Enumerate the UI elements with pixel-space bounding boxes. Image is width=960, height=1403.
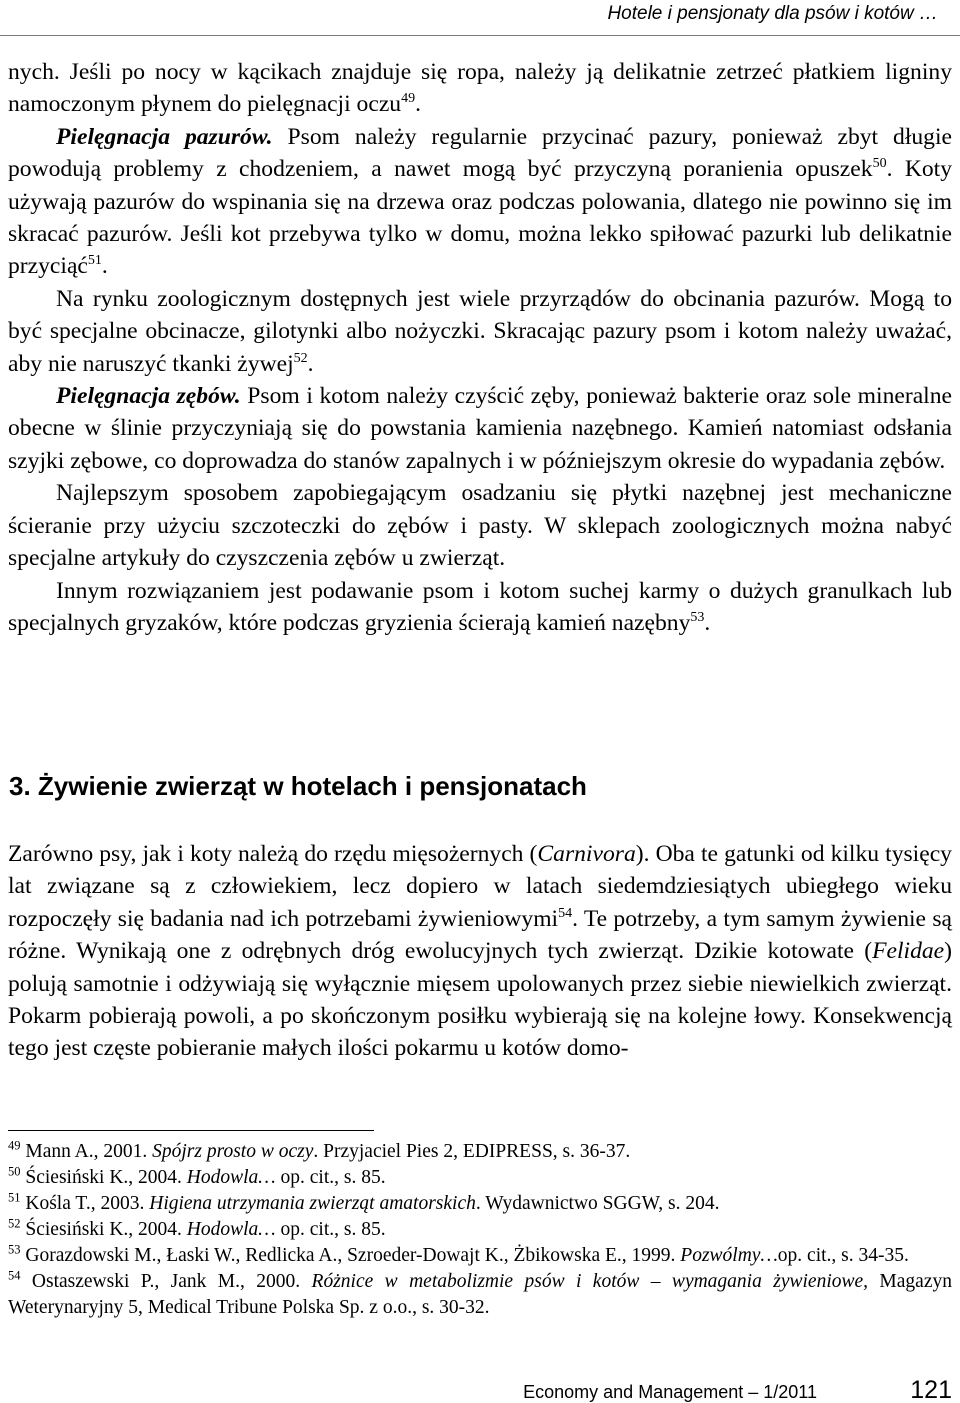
body-text-lower: [8, 838, 952, 1065]
footnote-number: 50: [8, 1164, 21, 1179]
footnote-text: op. cit., s. 34-35.: [777, 1245, 909, 1266]
paragraph-text: .: [307, 350, 314, 377]
footnote-text: Ostaszewski P., Jank M., 2000.: [20, 1271, 312, 1292]
footnote-text: Ściesiński K., 2004.: [20, 1167, 187, 1188]
paragraph-text: Psom i kotom należy czyścić zęby, ponieważ bakterie oraz sole mineralne obecne w ślinie przyczyniają się do powstania kamienia nazębnego. Kamień natomiast odsłania szyjki zębowe, co doprowadza do stanów zapalnych i w późniejszym okresie do wypadania zębów.: [8, 383, 952, 474]
paragraph-text: Zarówno psy, jak i koty należą do rzędu mięsożernych (: [8, 841, 538, 867]
paragraph-text: nych. Jeśli po nocy w kącikach znajduje się ropa, należy ją delikatnie zetrzeć płatkiem ligniny namoczonym płynem do pielęgnacji oczu: [8, 59, 952, 118]
footnote-text: . Przyjaciel Pies 2, EDIPRESS, s. 36-37.: [313, 1141, 631, 1162]
footnote-text: Magazyn Weterynaryjny 5, Medical Tribune Polska Sp. z o.o., s. 30-32.: [8, 1271, 952, 1318]
running-header-title: Hotele i pensjonaty dla psów i kotów …: [607, 3, 938, 24]
paragraph: [8, 380, 952, 477]
footnote-text: Ściesiński K., 2004.: [20, 1219, 187, 1240]
footnote-ref: 51: [87, 253, 102, 269]
paragraph-text: . Koty używają pazurów do wspinania się na drzewa oraz podczas polowania, dlatego nie powinno się im skracać pazurów. Jeśli kot przebywa tylko w domu, można lekko spiłować pazurki lub delikatnie przyciąć: [8, 156, 953, 280]
footnote: [8, 1217, 952, 1243]
footnote-ref: 50: [872, 156, 887, 172]
footnote: [8, 1191, 952, 1217]
footnote-number: 52: [8, 1216, 21, 1231]
footnote-text: Mann A., 2001.: [20, 1141, 153, 1162]
paragraph: [8, 56, 952, 121]
footnote-ref: 53: [690, 610, 705, 626]
page-number: 121: [910, 1376, 952, 1403]
footnote-title: Hodowla…: [186, 1167, 276, 1188]
subsection-heading: Pielęgnacja pazurów.: [56, 123, 273, 150]
paragraph-text: .: [415, 91, 422, 118]
footnote-ref: 49: [401, 91, 416, 107]
paragraph-text: ). Oba te gatunki od kilku tysięcy lat związane są z człowiekiem, lecz dopiero w latach siedemdziesiątych ubiegłego wieku rozpoczęły się badania nad ich potrzebami żywieniowymi: [8, 841, 952, 932]
paragraph: [8, 283, 952, 380]
footnote-title: Higiena utrzymania zwierząt amatorskich: [149, 1193, 476, 1214]
paragraph-text: . Te potrzeby, a tym samym żywienie są różne. Wynikają one z odrębnych dróg ewolucyjnych tych zwierząt. Dzikie kotowate (: [8, 905, 952, 965]
subsection-heading: Pielęgnacja zębów.: [56, 383, 241, 410]
paragraph-text: Innym rozwiązaniem jest podawanie psom i kotom suchej karmy o dużych granulkach lub specjalnych gryzaków, które podczas gryzienia ścierają kamień nazębny: [8, 577, 952, 636]
footnote-text: op. cit., s. 85.: [275, 1219, 386, 1240]
journal-name: Economy and Management – 1/2011: [523, 1382, 817, 1402]
footnote: [8, 1269, 952, 1321]
footnote: [8, 1139, 952, 1165]
paragraph-text: .: [704, 609, 711, 636]
page-footer: [252, 1376, 952, 1403]
footnote-number: 49: [8, 1138, 21, 1153]
running-header: [0, 0, 960, 36]
latin-term: Felidae: [872, 938, 945, 965]
section-heading: 3. Żywienie zwierząt w hotelach i pensjonatach: [9, 771, 587, 801]
footnote-title: Spójrz prosto w oczy: [152, 1141, 314, 1162]
body-text-upper: [8, 56, 952, 639]
paragraph-text: Na rynku zoologicznym dostępnych jest wiele przyrządów do obcinania pazurów. Mogą to być specjalne obcinacze, gilotynki albo nożyczki. Skracając pazury psom i kotom należy uważać, aby nie naruszyć tkanki żywej: [8, 285, 952, 377]
footnote-number: 53: [8, 1242, 21, 1257]
footnote-title: Hodowla…: [186, 1219, 276, 1240]
footnote-ref: 52: [293, 350, 308, 366]
footnote-title: Różnice w metabolizmie psów i kotów – wymagania żywieniowe,: [311, 1271, 869, 1292]
paragraph-text: Najlepszym sposobem zapobiegającym osadzaniu się płytki nazębnej jest mechaniczne ścieranie przy użyciu szczoteczki do zębów i pasty. W sklepach zoologicznych można nabyć specjalne artykuły do czyszczenia zębów u zwierząt.: [8, 480, 952, 572]
footnote-text: op. cit., s. 85.: [275, 1167, 386, 1188]
paragraph: [8, 575, 952, 640]
footnote: [8, 1243, 952, 1269]
footnote-ref: 54: [558, 905, 573, 921]
paragraph: [8, 121, 952, 283]
footnotes: [8, 1139, 952, 1321]
footnote-title: Pozwólmy…: [680, 1245, 778, 1266]
footnote-number: 54: [8, 1268, 21, 1283]
paragraph-text: Psom należy regularnie przycinać pazury, ponieważ zbyt długie powodują problemy z chodzeniem, a nawet mogą być przyczyną poranienia opuszek: [8, 123, 953, 183]
paragraph-text: .: [101, 253, 108, 280]
footnote-text: Gorazdowski M., Łaski W., Redlicka A., Szroeder-Dowajt K., Żbikowska E., 1999.: [20, 1245, 681, 1266]
footnote-text: . Wydawnictwo SGGW, s. 204.: [475, 1193, 720, 1214]
footnote-text: Kośla T., 2003.: [20, 1193, 150, 1214]
paragraph: [8, 838, 952, 1065]
paragraph: [8, 477, 952, 574]
footnote-number: 51: [8, 1190, 21, 1205]
latin-term: Carnivora: [537, 841, 636, 867]
footnote: [8, 1165, 952, 1191]
paragraph-text: ) polują samotnie i odżywiają się wyłącznie mięsem upolowanych przez siebie niewielkich zwierząt. Pokarm pobierają powoli, a po skończonym posiłku wybierają się na kolejne łowy. Konsekwencją tego jest częste pobieranie małych ilości pokarmu u kotów domo-: [8, 938, 952, 1062]
footnote-separator: [8, 1130, 374, 1131]
